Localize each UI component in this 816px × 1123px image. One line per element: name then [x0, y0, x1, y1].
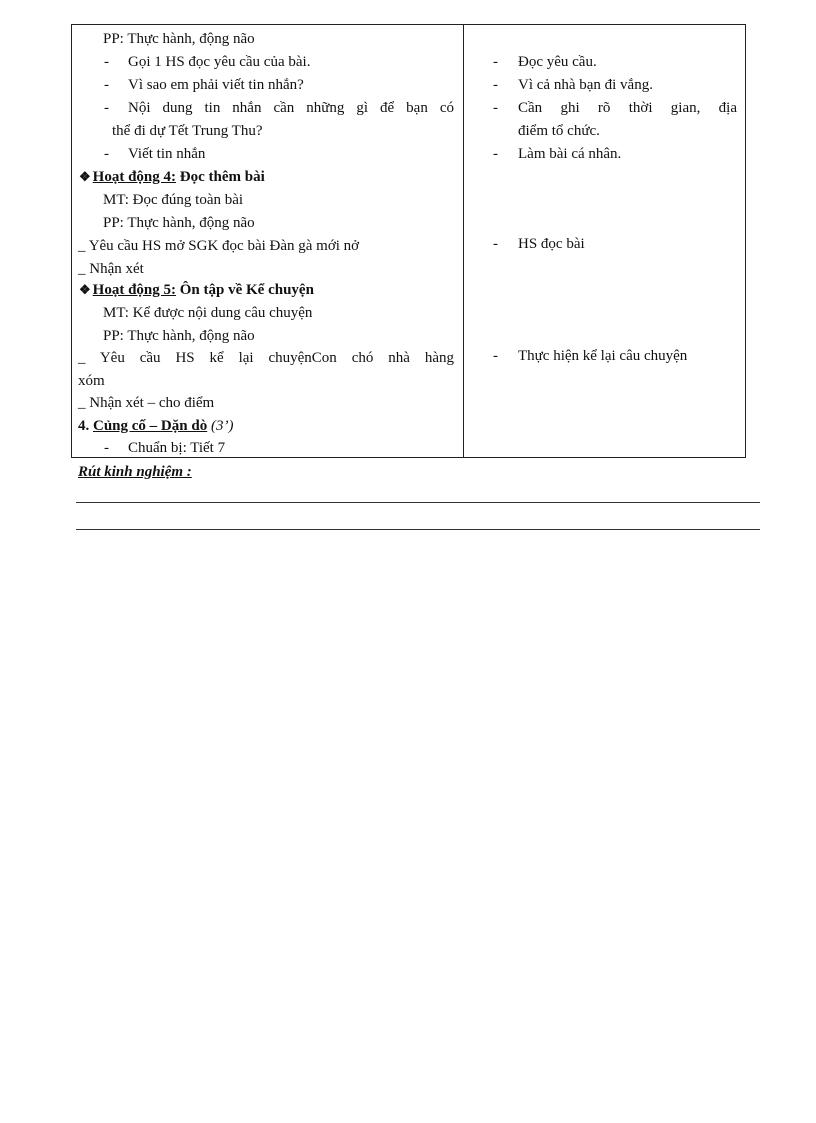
bullet-text-continued: thể đi dự Tết Trung Thu? — [112, 123, 263, 139]
lesson-table — [71, 24, 746, 458]
instruction-line: _ Yêu cầu HS mở SGK đọc bài Đàn gà mới nở — [78, 238, 360, 254]
activity-5-heading — [79, 279, 314, 301]
activity-4-title: Đọc thêm bài — [179, 169, 265, 185]
student-activities-column — [464, 25, 745, 457]
activity-5-label: Hoạt động 5: — [92, 282, 176, 298]
pp-line: PP: Thực hành, động não — [103, 31, 255, 47]
activity-4-label: Hoạt động 4: — [92, 169, 176, 185]
bullet-dash: - — [493, 146, 498, 162]
bullet-dash: - — [104, 440, 109, 456]
pp-line: PP: Thực hành, động não — [103, 328, 255, 344]
rut-kinh-nghiem-heading: Rút kinh nghiệm : — [78, 464, 192, 480]
bullet-dash: - — [104, 146, 109, 162]
remark-line: _ Nhận xét — [78, 261, 144, 277]
section-4-time: (3’) — [210, 418, 234, 434]
response-text: Thực hiện kể lại câu chuyện — [518, 348, 688, 364]
bullet-dash: - — [493, 54, 498, 70]
section-4-number: 4. — [78, 418, 90, 434]
bullet-text: Vì sao em phải viết tin nhắn? — [128, 77, 304, 93]
bullet-dash: - — [493, 77, 498, 93]
star-bullet-icon: ❖ — [79, 282, 91, 297]
teacher-activities-column — [72, 25, 464, 457]
activity-4-heading — [79, 166, 265, 188]
bullet-text: Chuẩn bị: Tiết 7 — [128, 440, 226, 456]
response-text: Vì cả nhà bạn đi vắng. — [518, 77, 653, 93]
bullet-dash: - — [493, 236, 498, 252]
bullet-dash: - — [493, 100, 498, 116]
writing-line — [76, 502, 760, 503]
bullet-text: Viết tin nhắn — [128, 146, 206, 162]
bullet-text: Gọi 1 HS đọc yêu cầu của bài. — [128, 54, 311, 70]
instruction-line: _ Yêu cầu HS kể lại chuyệnCon chó nhà hàng — [78, 350, 454, 366]
bullet-dash: - — [104, 54, 109, 70]
response-text: Làm bài cá nhân. — [518, 146, 622, 162]
bullet-dash: - — [104, 77, 109, 93]
activity-5-title: Ôn tập về Kể chuyện — [179, 282, 314, 298]
star-bullet-icon: ❖ — [79, 169, 91, 184]
section-4-heading — [78, 415, 233, 437]
section-4-title: Củng cố – Dặn dò — [93, 418, 208, 434]
response-text: HS đọc bài — [518, 236, 585, 252]
bullet-text: Nội dung tin nhắn cần những gì để bạn có — [128, 100, 454, 116]
instruction-line-continued: xóm — [78, 373, 105, 389]
response-text-continued: điểm tổ chức. — [518, 123, 600, 139]
mt-line: MT: Đọc đúng toàn bài — [103, 192, 244, 208]
remark-line: _ Nhận xét – cho điểm — [78, 395, 215, 411]
bullet-dash: - — [104, 100, 109, 116]
pp-line: PP: Thực hành, động não — [103, 215, 255, 231]
writing-line — [76, 529, 760, 530]
response-text: Đọc yêu cầu. — [518, 54, 597, 70]
response-text: Cần ghi rõ thời gian, địa — [518, 100, 737, 116]
mt-line: MT: Kể được nội dung câu chuyện — [103, 305, 313, 321]
bullet-dash: - — [493, 348, 498, 364]
